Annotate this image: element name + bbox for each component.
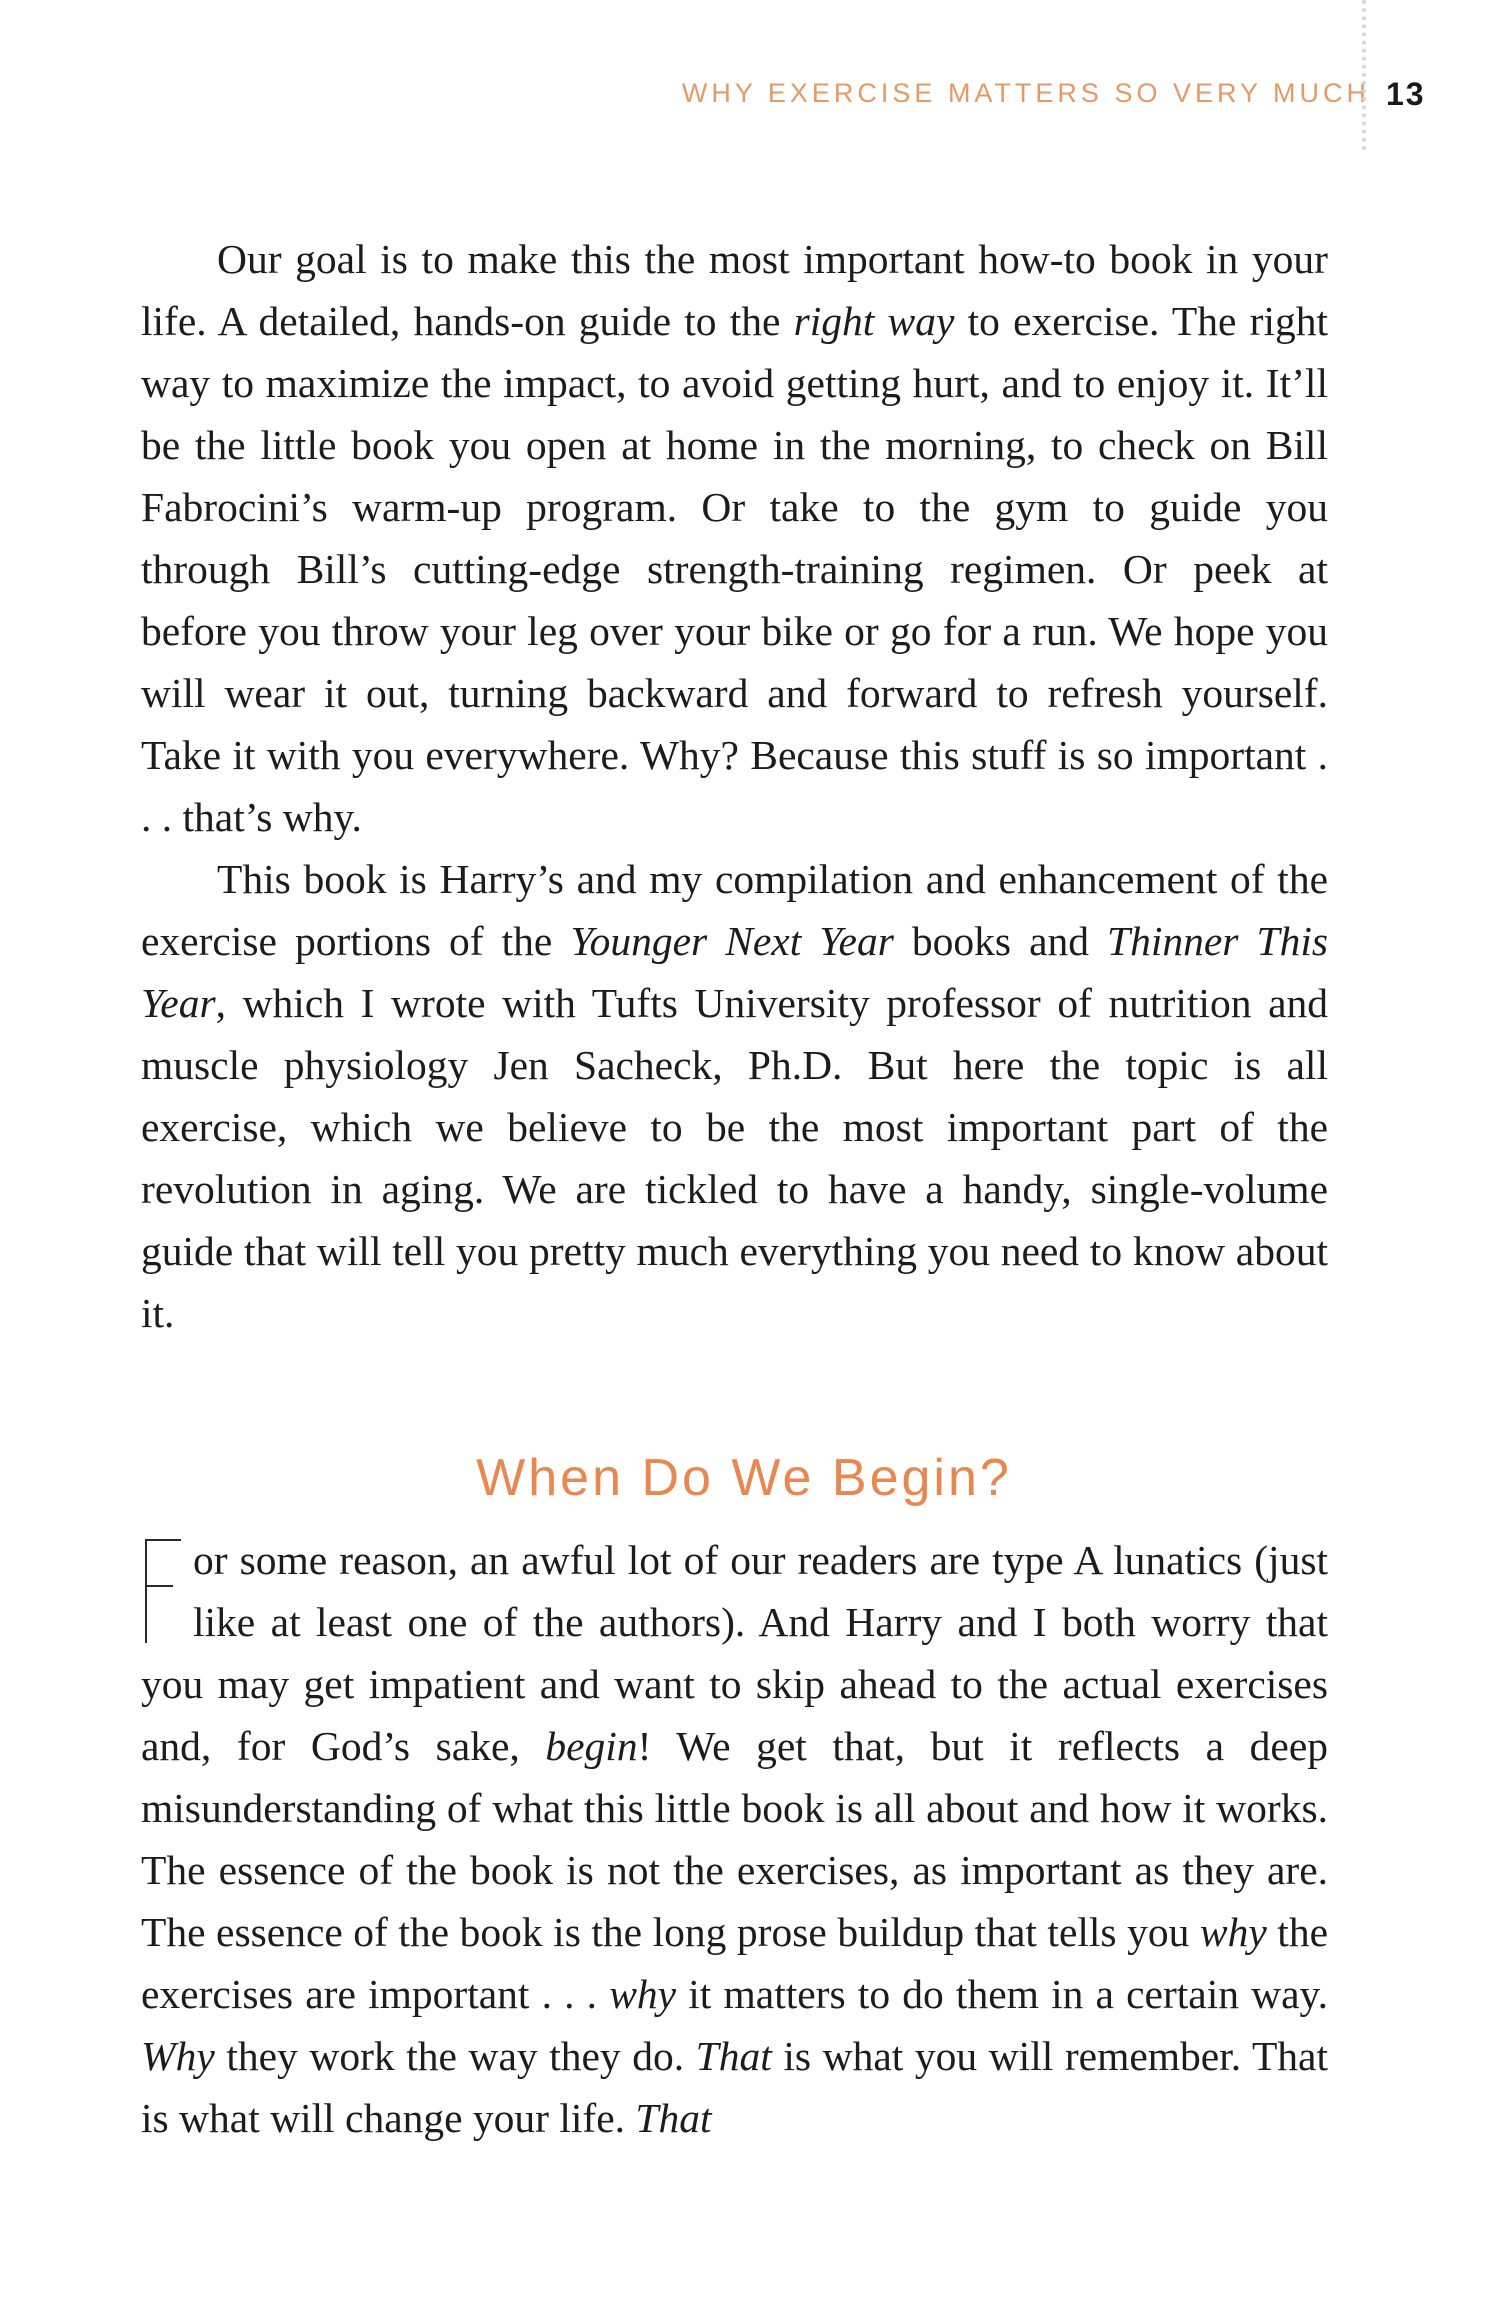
paragraph-2: This book is Harry’s and my compilation and enhancement of the exercise portions of the Younger Next Year books and Thinner This Year, which I wrote with Tufts University professor of nutrition and muscle physiology Jen Sacheck, Ph.D. But here the topic is all exercise, which we believe to be the most important part of the revolution in aging. We are tickled to have a handy, single-volume guide that will tell you pretty much everything you need to know about it. [141, 856, 1328, 1336]
body-text-top [141, 228, 1328, 1344]
paragraph-3: or some reason, an awful lot of our readers are type A lunatics (just like at least one of the authors). And Harry and I both worry that you may get impatient and want to skip ahead to the actual exercises and, for God’s sake, begin! We get that, but it reflects a deep misunderstanding of what this little book is all about and how it works. The essence of the book is not the exercises, as important as they are. The essence of the book is the long prose buildup that tells you why the exercises are important . . . why it matters to do them in a certain way. Why they work the way they do. That is what you will remember. That is what will change your life. That [141, 1529, 1328, 2149]
header-dotted-rule [1362, 0, 1366, 150]
section-heading: When Do We Begin? [476, 1449, 1012, 1507]
drop-cap [141, 1529, 193, 1647]
paragraph-1: Our goal is to make this the most important how-to book in your life. A detailed, hands-on guide to the right way to exercise. The right way to maximize the impact, to avoid getting hurt, and to enjoy it. It’ll be the little book you open at home in the morning, to check on Bill Fabrocini’s warm-up program. Or take to the gym to guide you through Bill’s cutting-edge strength-training regimen. Or peek at before you throw your leg over your bike or go for a run. We hope you will wear it out, turning backward and forward to refresh yourself. Take it with you everywhere. Why? Because this stuff is so important . . . that’s why. [141, 236, 1329, 840]
page-number: 13 [1386, 76, 1426, 112]
running-head-title: WHY EXERCISE MATTERS SO VERY MUCH [681, 78, 1370, 108]
body-text-bottom [141, 1529, 1328, 2149]
